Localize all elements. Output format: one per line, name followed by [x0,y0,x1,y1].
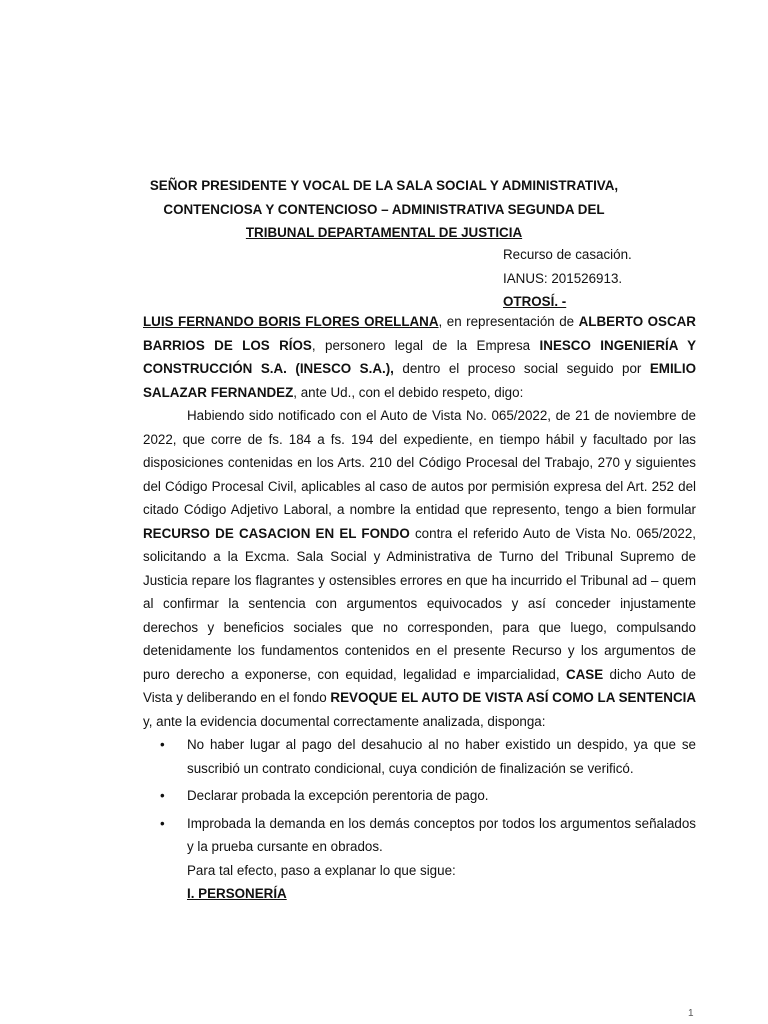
main-paragraph [143,404,696,733]
para-bold-3: REVOQUE EL AUTO DE VISTA ASÍ COMO LA SENTENCIA [330,690,697,705]
section-title: I. PERSONERÍA [187,886,287,901]
reference-otrosi: OTROSÍ. - [503,294,567,309]
intro-text-1: , en representación de [438,314,579,329]
intro-text-3: dentro el proceso social seguido por [393,361,650,376]
client-name: ALBERTO OSCAR BARRIOS DE LOS RÍOS [143,314,696,353]
document-heading [120,174,648,245]
intro-text-4: , ante Ud., con el debido respeto, digo: [293,384,524,400]
company-name: INESCO INGENIERÍA Y CONSTRUCCIÓN S.A. (INESCO S.A.), [143,337,697,376]
heading-line-3: TRIBUNAL DEPARTAMENTAL DE JUSTICIA [245,225,523,240]
heading-line-1: SEÑOR PRESIDENTE Y VOCAL DE LA SALA SOCIAL Y ADMINISTRATIVA, [149,178,619,193]
intro-text-2: , personero legal de la Empresa [311,337,540,353]
reference-block [503,243,632,314]
para-text-1: Habiendo sido notificado con el Auto de Vista No. 065/2022, de 21 de noviembre de 2022, que corre de fs. 184 a fs. 194 del expediente, en tiempo hábil y facultado por las disposiciones contenidas en los Arts. 210 del Código Procesal del Trabajo, 270 y siguientes del Código Procesal Civil, aplicables al caso de autos por permisión expresa del Art. 252 del citado Código Adjetivo Laboral, a nombre la entidad que represento, tengo a bien formular [143,408,696,517]
document-body [143,310,696,906]
list-item: • Improbada la demanda en los demás conceptos por todos los argumentos señalados y la prueba cursante en obrados. [143,812,696,859]
closing-line: Para tal efecto, paso a explanar lo que sigue: [187,862,456,878]
list-item: • No haber lugar al pago del desahucio al no haber existido un despido, ya que se suscribió un contrato condicional, cuya condición de finalización se verificó. [143,733,696,780]
para-bold-1: RECURSO DE CASACION EN EL FONDO [143,525,410,541]
reference-ianus: IANUS: 201526913. [503,270,623,286]
para-text-3: dicho Auto de Vista y deliberando en el fondo [143,666,697,705]
page-number: 1 [688,1008,694,1019]
list-item: • Declarar probada la excepción perentoria de pago. [143,784,696,808]
plaintiff-name: EMILIO SALAZAR FERNANDEZ [143,361,696,400]
reference-recurso: Recurso de casación. [503,247,632,262]
request-list [143,733,696,859]
heading-line-2: CONTENCIOSA Y CONTENCIOSO – ADMINISTRATIVA SEGUNDA DEL [163,201,605,217]
appellant-name: LUIS FERNANDO BORIS FLORES ORELLANA [143,314,439,329]
para-text-2: contra el referido Auto de Vista No. 065/2022, solicitando a la Excma. Sala Social y Administrativa de Turno del Tribunal Supremo de Justicia repare los flagrantes y ostensibles errores en que ha incurrido el Tribunal ad – quem al confirmar la sentencia con argumentos equivocados y así conceder injustamente derechos y beneficios sociales que no corresponden, para que luego, compulsando detenidamente los fundamentos contenidos en el presente Recurso y los argumentos de puro derecho a exponerse, con equidad, legalidad e imparcialidad, [143,525,697,682]
intro-paragraph [143,310,696,404]
para-text-4: y, ante la evidencia documental correctamente analizada, disponga: [143,713,546,729]
para-bold-2: CASE [565,666,604,682]
